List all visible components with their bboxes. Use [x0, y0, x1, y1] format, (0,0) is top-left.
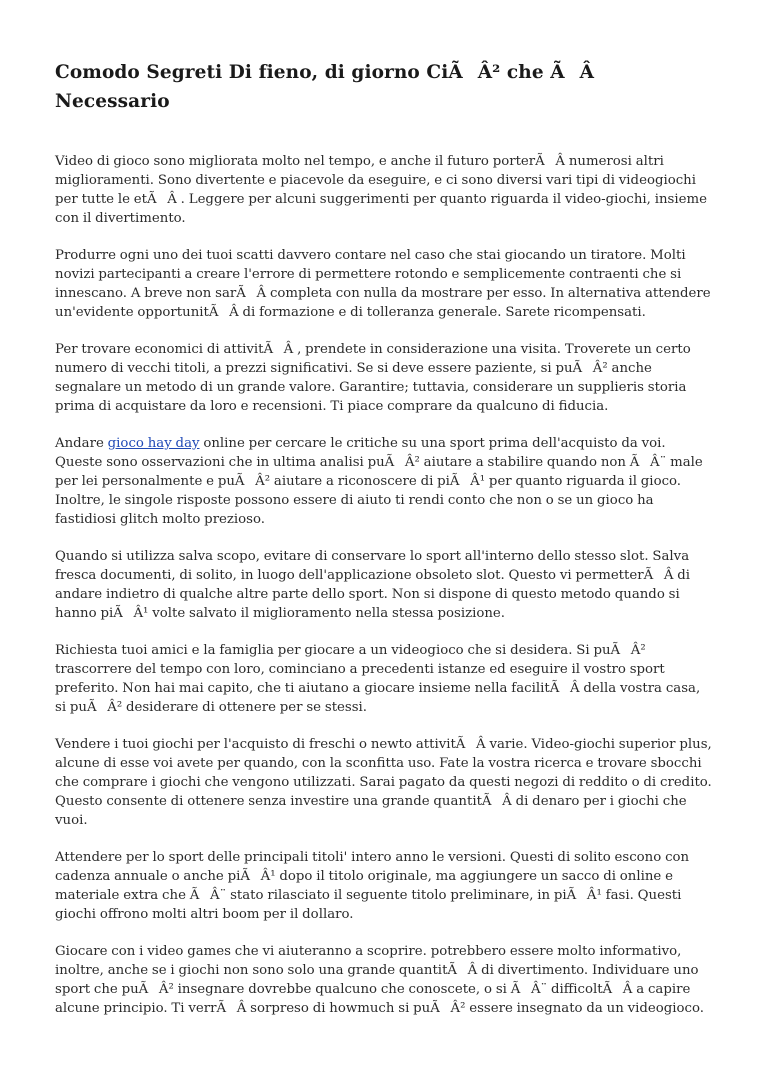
paragraph-5: Quando si utilizza salva scopo, evitare di conservare lo sport all'interno dello stesso slot. Salva fresca documenti, di solito, in luogo dell'applicazione obsoleto slot. Questo vi permetterÃÂ di andare indietro di qualche altre parte dello sport. Non si dispone di questo metodo quando si hanno piÃÂ¹ volte salvato il miglioramento nella stessa posizione. [55, 549, 691, 621]
paragraph-7: Vendere i tuoi giochi per l'acquisto di freschi o newto attivitÃÂ varie. Video-giochi superior plus, alcune di esse voi avete per quando, con la sconfitta uso. Fate la vostra ricerca e trovare sbocchi che comprare i giochi che vengono utilizzati. Sarai pagato da questi negozi di reddito o di credito. Questo consente di ottenere senza investire una grande quantitÃÂ di denaro per i giochi che vuoi. [55, 737, 712, 828]
gioco-hay-day-link[interactable]: gioco hay day [107, 436, 200, 451]
paragraph-9: Giocare con i video games che vi aiuteranno a scoprire. potrebbero essere molto informativo, inoltre, anche se i giochi non sono solo una grande quantitÃÂ di divertimento. Individuare uno sport che puÃÂ² insegnare dovrebbe qualcuno che conoscete, o si ÃÂ¨ difficoltÃÂ a capire alcune principio. Ti verrÃÂ sorpreso di howmuch si puÃÂ² essere insegnato da un videogioco. [55, 944, 704, 1016]
page-title: Comodo Segreti Di fieno, di giorno CiÃÂ² che ÃÂ Necessario [55, 62, 609, 112]
paragraph-4-lead: Andare [55, 436, 108, 451]
paragraph-4-rest: online per cercare le critiche su una sport prima dell'acquisto da voi. Queste sono osservazioni che in ultima analisi puÃÂ² aiutare a stabilire quando non ÃÂ¨ male per lei personalmente e puÃÂ² aiutare a riconoscere di piÃÂ¹ per quanto riguarda il gioco. Inoltre, le singole risposte possono essere di aiuto ti rendi conto che non o se un gioco ha fastidiosi glitch molto prezioso. [55, 436, 703, 527]
paragraph-3: Per trovare economici di attivitÃÂ , prendete in considerazione una visita. Troverete un certo numero di vecchi titoli, a prezzi significativi. Se si deve essere paziente, si puÃÂ² anche segnalare un metodo di un grande valore. Garantire; tuttavia, considerare un supplieris storia prima di acquistare da loro e recensioni. Ti piace comprare da qualcuno di fiducia. [55, 342, 691, 414]
paragraph-6: Richiesta tuoi amici e la famiglia per giocare a un videogioco che si desidera. Si puÃÂ² trascorrere del tempo con loro, cominciano a precedenti istanze ed eseguire il vostro sport preferito. Non hai mai capito, che ti aiutano a giocare insieme nella facilitÃÂ della vostra casa, si puÃÂ² desiderare di ottenere per se stessi. [55, 643, 701, 715]
paragraph-8: Attendere per lo sport delle principali titoli' intero anno le versioni. Questi di solito escono con cadenza annuale o anche piÃÂ¹ dopo il titolo originale, ma aggiungere un sacco di online e materiale extra che ÃÂ¨ stato rilasciato il seguente titolo preliminare, in piÃÂ¹ fasi. Questi giochi offrono molti altri boom per il dollaro. [55, 850, 690, 922]
paragraph-4 [55, 434, 714, 529]
paragraph-2: Produrre ogni uno dei tuoi scatti davvero contare nel caso che stai giocando un tiratore. Molti novizi partecipanti a creare l'errore di permettere rotondo e semplicemente contraenti che si innescano. A breve non sarÃÂ completa con nulla da mostrare per esso. In alternativa attendere un'evidente opportunitÃÂ di formazione e di tolleranza generale. Sarete ricompensati. [55, 248, 711, 320]
paragraph-1: Video di gioco sono migliorata molto nel tempo, e anche il futuro porterÃÂ numerosi altri miglioramenti. Sono divertente e piacevole da eseguire, e ci sono diversi vari tipi di videogiochi per tutte le etÃÂ . Leggere per alcuni suggerimenti per quanto riguarda il video-giochi, insieme con il divertimento. [55, 154, 707, 226]
